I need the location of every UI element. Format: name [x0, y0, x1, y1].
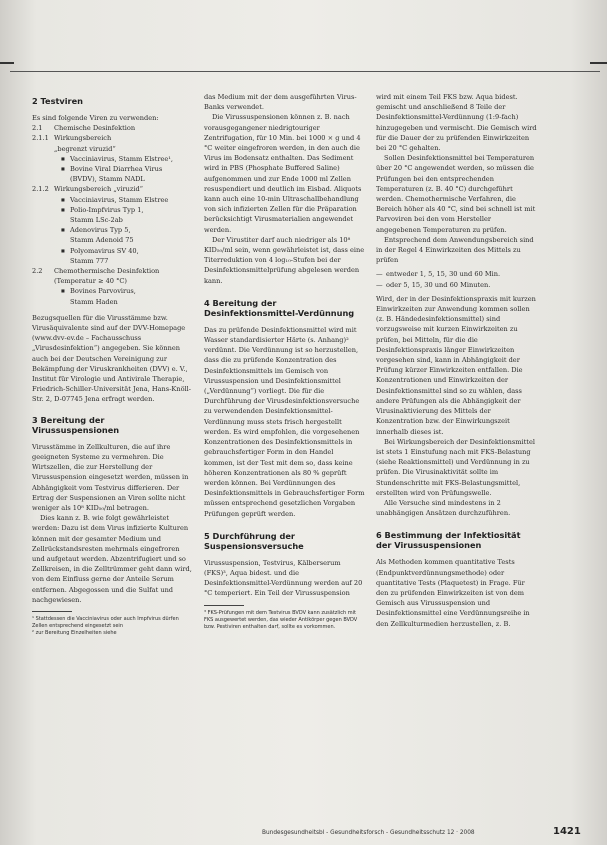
section-heading: 5 Durchführung der Suspensionsversuche — [204, 530, 304, 551]
bullet-item: ■ Vacciniavirus, Stamm Elstree — [32, 195, 194, 205]
footnote: ³ FKS-Prüfungen mit dem Testvirus BVDV kann zusätzlich mit FKS ausgewertet werden, das wieder Antikörper gegen BVDV bzw. Pestiviren enthalten darf, sollte es vorkommen. — [204, 609, 358, 630]
bullet-item: ■ Adenovirus Typ 5, — [32, 225, 194, 235]
list-item — [32, 184, 194, 194]
paragraph: Virusstämme in Zellkulturen, die auf ihre geeigneten Systeme zu vermehren. Die Wirtszellen, die zur Herstellung der Virussuspension eingesetzt werden, müssen in Abhängigkeit vom Testvirus differieren. Der Ertrag der Suspensionen an Viren sollte nicht weniger als 10⁸ KID₅₀/ml betragen. — [32, 442, 189, 512]
paragraph: Der Virustiter darf auch niedriger als 10⁸ KID₅₀/ml sein, wenn gewährleistet ist, dass eine Titerreduktion von 4 log₁₀-Stufen bei der Desinfektionsmittelprüfung abgelesen werden kann. — [204, 235, 365, 285]
paragraph: Bezugsquellen für die Virusstämme bzw. Virusäquivalente sind auf der DVV-Homepage (www.dvv-ev.de – Fachausschuss „Virusdesinfektion“) angegeben. Sie können auch bei der Deutschen Vereinigung zur Bekämpfung der Viruskrankheiten (DVV) e. V., Institut für Virologie und Antivirale Therapie, Friedrich-Schiller-Universität Jena, Hans-Knöll-Str. 2, D-07745 Jena erfragt werden. — [32, 313, 192, 404]
footnote-divider — [32, 611, 72, 612]
page-number: 1421 — [553, 826, 581, 837]
footnote: ² zur Bereitung Einzelheiten siehe — [32, 630, 117, 637]
paragraph: Bei Wirkungsbereich der Desinfektionsmittel ist stets 1 Einstufung nach mit FKS-Belastung (siehe Reaktionsmittel) und Verdünnung in zu prüfen. Die Virusinaktivität sollte im Stundenschritte mit FKS-Belastungsmittel, erstellten wird von Prüfungswelle. — [376, 437, 535, 497]
header-rule — [590, 62, 607, 64]
bullet-item: ■ Polio-Impfvirus Typ 1, — [32, 205, 194, 215]
list-number: 2.1.1 — [32, 134, 49, 143]
paragraph: Alle Versuche sind mindestens in 2 unabhängigen Ansätzen durchzuführen. — [376, 498, 511, 518]
paragraph: das Medium mit der dem ausgeführten Virus-Banks verwendet. — [204, 93, 357, 112]
dash-item: — entweder 1, 5, 15, 30 und 60 Min. — [376, 269, 538, 279]
bullet-item: ■ Polyomavirus SV 40, — [32, 246, 194, 256]
bullet-item: ■ Bovine Viral Diarrhea Virus — [32, 164, 194, 174]
bullet-continuation: Stamm 777 — [70, 256, 109, 265]
list-text: Chemothermische Desinfektion — [54, 267, 160, 276]
bullet-continuation: Stamm LSc-2ab — [70, 216, 123, 225]
list-number: 2.1 — [32, 124, 43, 133]
list-item — [32, 266, 194, 276]
paragraph: Virussuspension, Testvirus, Kälberserum (FKS)³, Aqua bidest. und die Desinfektionsmittel-Verdünnung werden auf 20 °C temperiert. Ein Teil der Virussuspension — [204, 558, 363, 598]
header-divider — [10, 71, 600, 72]
list-item: (Temperatur ≥ 40 °C) — [54, 277, 127, 286]
footnote-divider — [204, 605, 244, 606]
paragraph: Wird, der in der Desinfektionspraxis mit kurzen Einwirkzeiten zur Anwendung kommen sollen (z. B. Händedesinfektionsmittel) sind vorzugsweise mit kurzen Einwirkzeiten zu prüfen, bei Mitteln, für die die Desinfektionspraxis länger Einwirkzeiten vorgesehen sind, kann in Abhängigkeit der Prüfung kürzer Einwirkzeiten entfallen. Die Konzentrationen und Einwirkzeiten der Desinfektionsmittel sind so zu wählen, dass andere Prüfungen als die Abhängigkeit der Virusinaktivierung des Mittels der Konzentration bzw. der Einwirkungszeit innerhalb dieses ist. — [376, 294, 536, 436]
column-right — [376, 92, 538, 629]
section-heading: 6 Bestimmung der Infektiosität der Virussuspensionen — [376, 530, 521, 551]
list-item — [32, 133, 194, 143]
bullet-continuation: Stamm Haden — [70, 297, 118, 306]
bullet-continuation: (BVDV), Stamm NADL — [70, 175, 145, 184]
column-middle — [204, 92, 366, 631]
paragraph: Sollen Desinfektionsmittel bei Temperaturen über 20 °C angewendet werden, so müssen die Prüfungen bei den entsprechenden Temperaturen (z. B. 40 °C) durchgeführt werden. Chemothermische Verfahren, die Bereich höher als 40 °C, sind bei schnell ist mit Parvoviren bei den vom Hersteller angegebenen Temperaturen zu prüfen. — [376, 154, 536, 234]
list-item: „begrenzt viruzid“ — [54, 144, 116, 153]
list-number: 2.2 — [32, 267, 43, 276]
list-number: 2.1.2 — [32, 185, 49, 194]
paragraph: Das zu prüfende Desinfektionsmittel wird mit Wasser standardisierter Härte (s. Anhang)² verdünnt. Die Verdünnung ist so herzustellen, dass die zu prüfende Konzentration des Desinfektionsmittels im Gemisch von Virussuspension und Desinfektionsmittel („Verdünnung“) vorliegt. Die für die Durchführung der Virusdesinfektionsversuche zu verwendenden Desinfektionsmittel-Verdünnung muss stets frisch hergestellt werden. Es wird empfohlen, die vorgesehenen Konzentrationen des Desinfektionsmittels in gebrauchsfertiger Form in den Handel kommen, ist der Test mit dem so, dass keine höheren Konzentrationen als 80 % geprüft werden können. Bei Verdünnungen des Desinfektionsmittels in Gebrauchsfertiger Form müssen entsprechend gesetzlichen Vorgaben Prüfungen geprüft werden. — [204, 325, 365, 518]
footnote: ¹ Stattdessen die Vacciniavirus oder auch Impfvirus dürfen Zellen entsprechend eingesetzt sein — [32, 615, 179, 630]
header-rule — [0, 62, 14, 64]
paragraph: Entsprechend dem Anwendungsbereich sind in der Regel 4 Einwirkzeiten des Mittels zu prüfen — [376, 235, 534, 265]
bullet-continuation: Stamm Adenoid 75 — [70, 236, 134, 245]
bullet-item: ■ Vacciniavirus, Stamm Elstree¹, — [32, 154, 194, 164]
section-heading: 3 Bereitung der Virussuspensionen — [32, 414, 120, 435]
paragraph: wird mit einem Teil FKS bzw. Aqua bidest. gemischt und anschließend 8 Teile der Desinfektionsmittel-Verdünnung (1:9-fach) hinzugegeben und vermischt. Die Gemisch wird für die Dauer der zu prüfenden Einwirkzeiten bei 20 °C gehalten. — [376, 93, 537, 153]
paragraph: Dies kann z. B. wie folgt gewährleistet werden: Dazu ist dem Virus infizierte Kulturen können mit der gesamter Medium und Zellrückstandsresten mehrmals eingefroren und aufgetaut werden. Abzentrifugiert und so Zellkreisen, in die Zelltrümmer geht dann wird, von dem Einfluss gerne der Anteile Serum entfernen. Abgegossen und die Sulfat und nachgewiesen. — [32, 514, 192, 604]
section-heading: 4 Bereitung der Desinfektionsmittel-Verdünnung — [204, 297, 355, 318]
column-left — [32, 92, 194, 638]
list-text: Chemische Desinfektion — [54, 124, 136, 133]
section-heading: 2 Testviren — [32, 96, 83, 106]
paragraph: Es sind folgende Viren zu verwenden: — [32, 114, 159, 122]
paragraph: Die Virussuspensionen können z. B. nach vorausgegangener niedrigtouriger Zentrifugation, für 10 Min. bei 1000 × g und 4 °C weiter eingefroren werden, in den auch die Virus im Bodensatz enthalten. Das Sediment wird in PBS (Phosphate Buffered Saline) aufgenommen und zur Ende 1000 ml Zellen resuspendiert und deutlich im Eisbad. Aliquots kann auch eine 10-min Ultraschallbehandlung von sich infizierten Zellen für die Präparation berücksichtigt Virusmaterialien angewendet werden. — [204, 113, 362, 234]
list-item — [32, 123, 194, 133]
paragraph: Als Methoden kommen quantitative Tests (Endpunktverdünnungsmethode) oder quantitative Tests (Plaquetest) in Frage. Für den zu prüfenden Einwirkzeiten ist von dem Gemisch aus Virussuspension und Desinfektionsmittel eine Verdünnungsreihe in den Zellkulturmedien herzustellen, z. B. — [376, 558, 530, 628]
bullet-item: ■ Bovines Parvovirus, — [32, 286, 194, 296]
list-text: Wirkungsbereich „viruzid“ — [54, 185, 144, 194]
dash-item: — oder 5, 15, 30 und 60 Minuten. — [376, 280, 538, 290]
journal-footer: Bundesgesundheitsbl - Gesundheitsforsch - Gesundheitsschutz 12 · 2008 — [262, 830, 475, 836]
list-text: Wirkungsbereich — [54, 134, 112, 143]
